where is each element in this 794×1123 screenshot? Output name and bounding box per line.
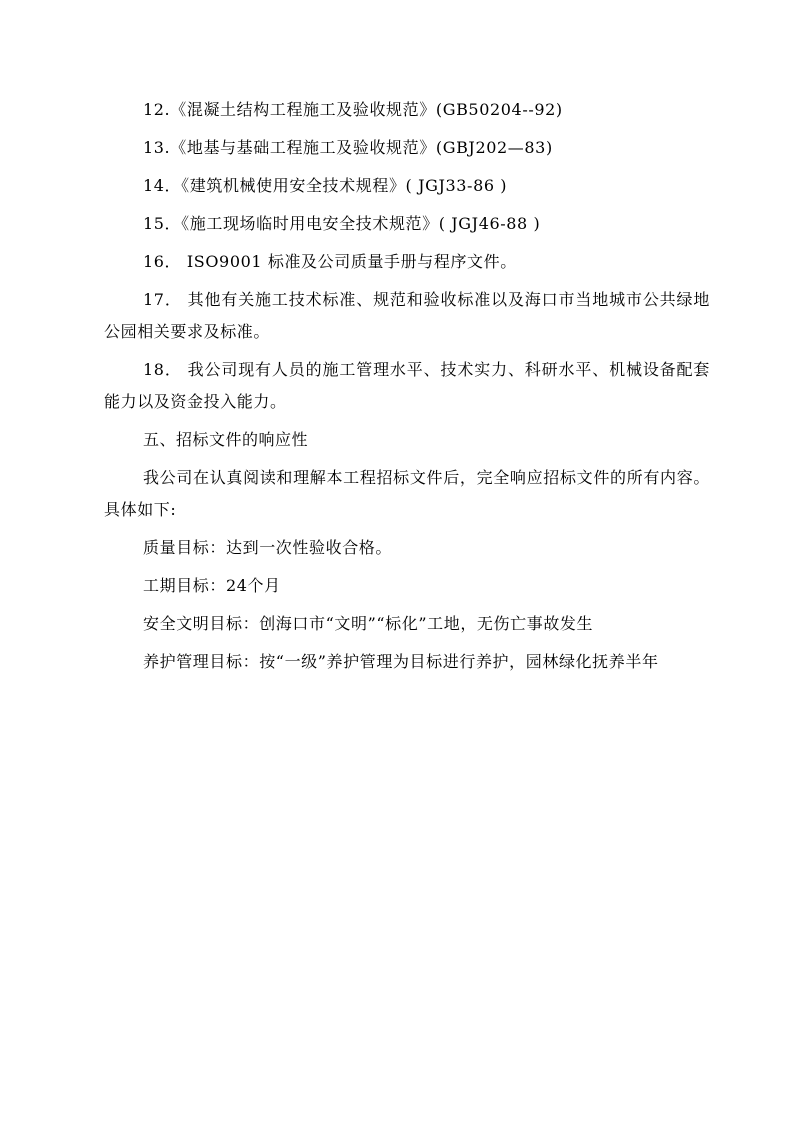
document-body xyxy=(104,94,710,678)
schedule-target: 工期目标：24个月 xyxy=(143,576,281,595)
list-item-17: 17． 其他有关施工技术标准、规范和验收标准以及海口市当地城市公共绿地公园相关要求及标准。 xyxy=(104,290,710,341)
safety-target: 安全文明目标：创海口市“文明”“标化”工地，无伤亡事故发生 xyxy=(143,614,594,633)
list-item-16: 16． ISO9001 标准及公司质量手册与程序文件。 xyxy=(143,252,517,271)
quality-target: 质量目标：达到一次性验收合格。 xyxy=(143,538,393,557)
intro-paragraph: 我公司在认真阅读和理解本工程招标文件后，完全响应招标文件的所有内容。具体如下: xyxy=(104,468,710,519)
list-item-13: 13.《地基与基础工程施工及验收规范》(GBJ202—83) xyxy=(143,138,553,157)
list-item-14: 14．《建筑机械使用安全技术规程》( JGJ33-86 ) xyxy=(143,176,508,195)
list-item-18: 18． 我公司现有人员的施工管理水平、技术实力、科研水平、机械设备配套能力以及资金投入能力。 xyxy=(104,360,710,411)
maintenance-target: 养护管理目标：按“一级”养护管理为目标进行养护，园林绿化抚养半年 xyxy=(143,652,659,671)
section-heading: 五、招标文件的响应性 xyxy=(143,430,309,449)
list-item-12: 12.《混凝土结构工程施工及验收规范》(GB50204--92) xyxy=(143,100,563,119)
list-item-15: 15．《施工现场临时用电安全技术规范》( JGJ46-88 ) xyxy=(143,214,541,233)
